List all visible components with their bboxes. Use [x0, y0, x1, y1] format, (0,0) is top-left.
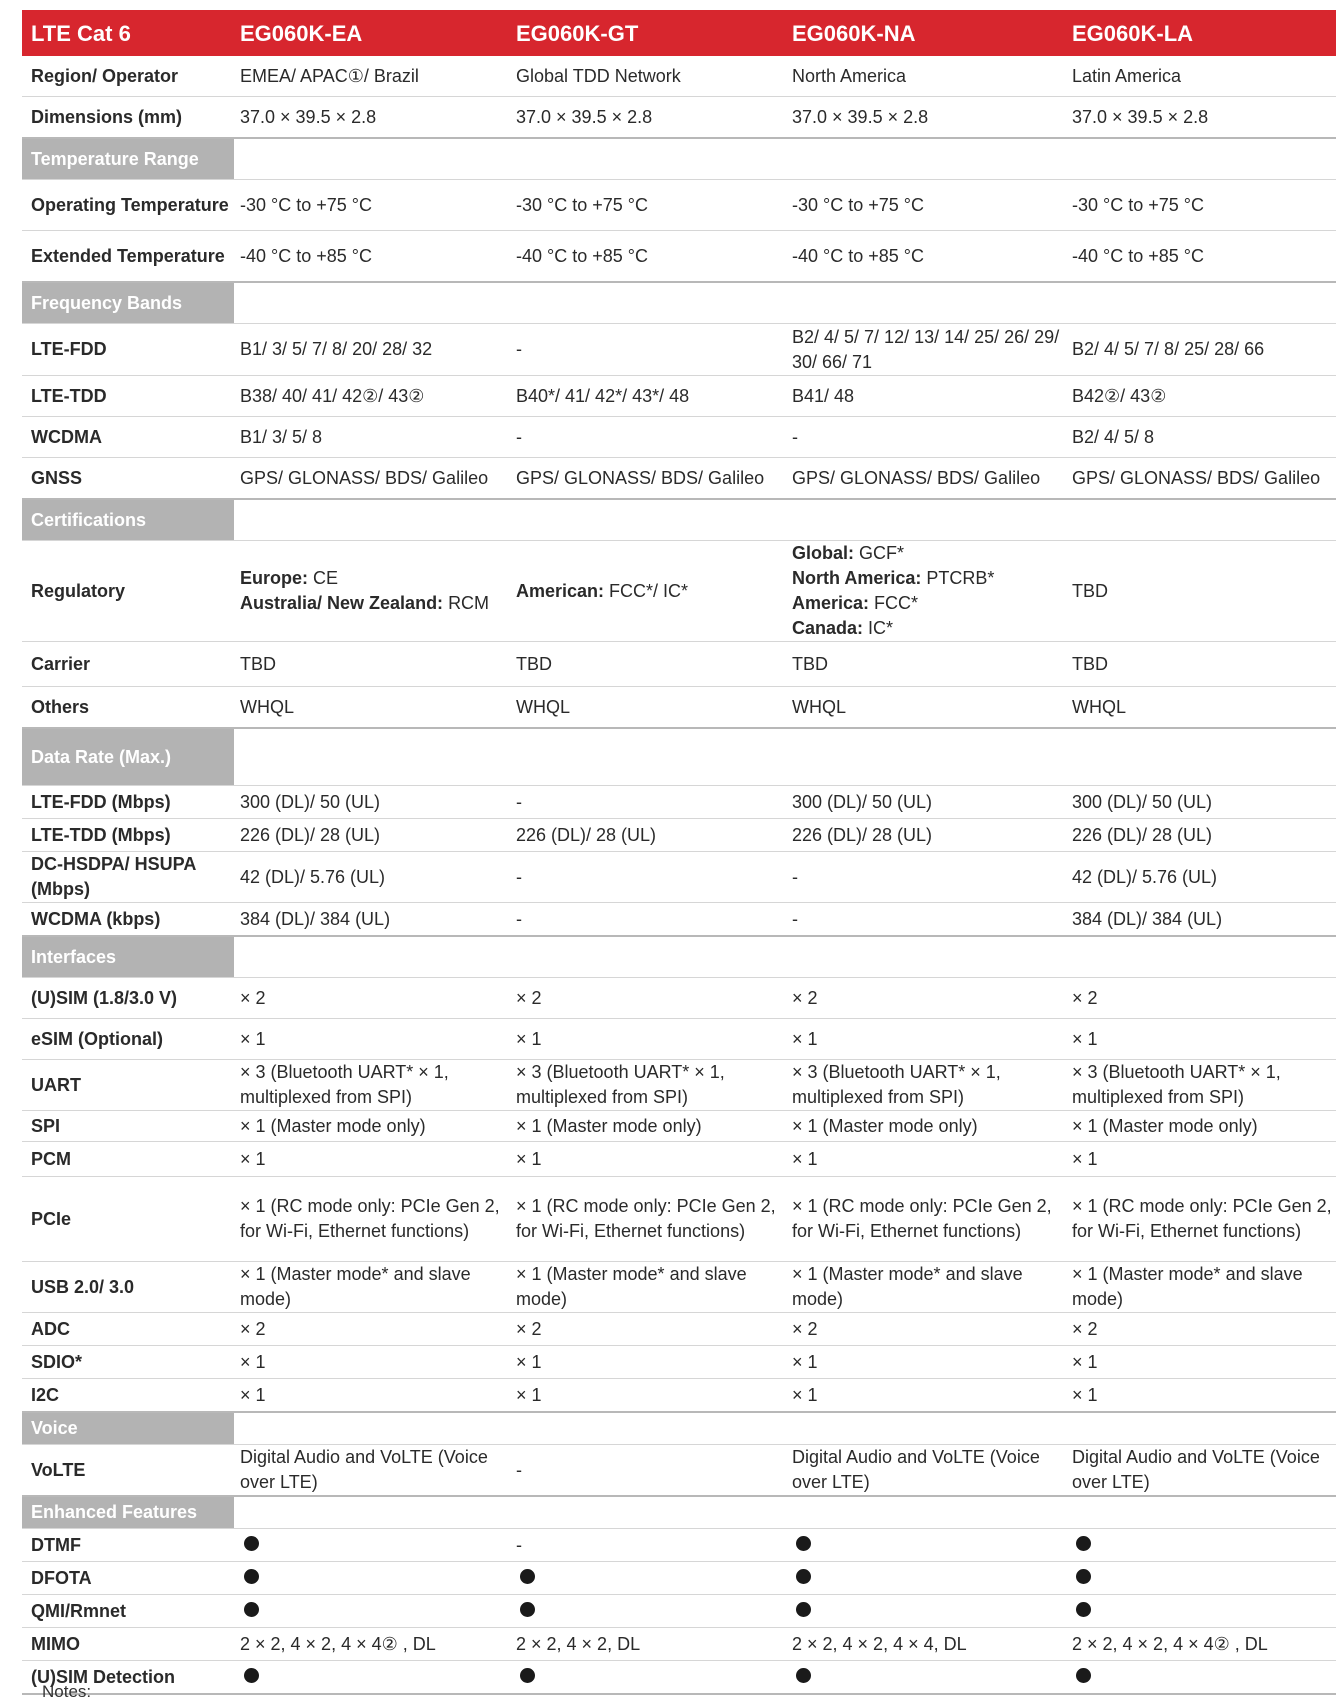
- table-row: [22, 786, 1336, 819]
- cell-line-value: RCM: [448, 593, 490, 613]
- table-cell: 300 (DL)/ 50 (UL): [792, 791, 933, 812]
- table-header: [22, 10, 1336, 56]
- cell-line: [792, 591, 1066, 616]
- table-cell: × 3 (Bluetooth UART* × 1, multiplexed from SPI): [792, 1062, 1001, 1107]
- supported-dot-icon: [796, 1668, 811, 1683]
- table-cell: GPS/ GLONASS/ BDS/ Galileo: [516, 467, 765, 488]
- cell-line: [240, 591, 510, 616]
- table-cell: [234, 1598, 510, 1624]
- table-cell: -: [792, 866, 798, 887]
- row-label: VoLTE: [31, 1459, 86, 1480]
- table-cell: GPS/ GLONASS/ BDS/ Galileo: [792, 467, 1041, 488]
- table-cell: -30 °C to +75 °C: [792, 194, 924, 215]
- cell-line-label: American:: [516, 580, 610, 601]
- section-header: [22, 283, 1336, 324]
- table-row: [22, 1111, 1336, 1142]
- row-label: PCM: [31, 1148, 71, 1169]
- supported-dot-icon: [1076, 1668, 1091, 1683]
- table-cell: × 1 (Master mode only): [1072, 1115, 1258, 1136]
- table-cell: WHQL: [516, 696, 570, 717]
- row-label: UART: [31, 1074, 81, 1095]
- table-cell: -: [516, 339, 522, 359]
- table-cell: [234, 566, 510, 616]
- cell-line-label: Europe:: [240, 568, 314, 588]
- row-label: Carrier: [31, 653, 91, 674]
- table-cell: × 1: [792, 1028, 818, 1049]
- row-label: Regulatory: [31, 580, 126, 601]
- row-label: WCDMA: [31, 426, 102, 447]
- row-label: QMI/Rmnet: [31, 1600, 127, 1621]
- row-label: SDIO*: [31, 1351, 83, 1372]
- cell-line: [516, 579, 786, 604]
- table-cell: WHQL: [792, 696, 846, 717]
- table-row: [22, 180, 1336, 231]
- table-row: [22, 56, 1336, 97]
- table-cell: Digital Audio and VoLTE (Voice over LTE): [240, 1447, 488, 1492]
- cell-line-value: IC*: [868, 618, 894, 638]
- table-cell: [234, 1532, 510, 1558]
- row-label: Extended Temperature: [31, 245, 225, 266]
- table-cell: [510, 1565, 786, 1591]
- table-cell: Digital Audio and VoLTE (Voice over LTE): [1072, 1447, 1320, 1492]
- cell-line-label: Canada:: [792, 618, 869, 638]
- row-label: LTE-TDD: [31, 385, 107, 406]
- table-cell: × 1: [1072, 1028, 1098, 1049]
- table-cell: 226 (DL)/ 28 (UL): [240, 824, 381, 845]
- cell-line-value: PTCRB*: [926, 568, 995, 588]
- table-cell: × 1: [792, 1384, 818, 1405]
- supported-dot-icon: [796, 1536, 811, 1551]
- cell-line-value: GCF*: [859, 543, 904, 563]
- supported-dot-icon: [244, 1536, 259, 1551]
- table-cell: TBD: [792, 653, 828, 674]
- table-cell: [786, 541, 1066, 641]
- table-cell: × 1: [516, 1028, 542, 1049]
- table-row: [22, 1562, 1336, 1595]
- table-cell: × 1: [240, 1148, 266, 1169]
- table-cell: TBD: [516, 653, 552, 674]
- supported-dot-icon: [1076, 1602, 1091, 1617]
- table-cell: [786, 1565, 1066, 1591]
- table-cell: B2/ 4/ 5/ 8: [1072, 426, 1155, 447]
- row-label: LTE-FDD (Mbps): [31, 791, 171, 812]
- header-cell: LTE Cat 6: [31, 20, 131, 46]
- table-cell: × 1 (Master mode* and slave mode): [240, 1264, 471, 1309]
- table-cell: -30 °C to +75 °C: [240, 194, 372, 215]
- table-row: [22, 1595, 1336, 1628]
- row-label: Operating Temperature: [31, 194, 229, 215]
- row-label: ADC: [31, 1318, 70, 1339]
- supported-dot-icon: [1076, 1569, 1091, 1584]
- table-cell: × 3 (Bluetooth UART* × 1, multiplexed from SPI): [516, 1062, 725, 1107]
- supported-dot-icon: [244, 1569, 259, 1584]
- table-cell: B38/ 40/ 41/ 42②/ 43②: [240, 385, 425, 406]
- section-header: [22, 937, 1336, 978]
- table-row: [22, 1019, 1336, 1060]
- table-cell: 42 (DL)/ 5.76 (UL): [240, 866, 386, 887]
- table-cell: [1066, 1598, 1336, 1624]
- table-cell: [1066, 1664, 1336, 1690]
- table-cell: × 1: [240, 1028, 266, 1049]
- cell-line: [240, 566, 510, 591]
- table-cell: × 1: [240, 1384, 266, 1405]
- table-cell: 226 (DL)/ 28 (UL): [516, 824, 657, 845]
- header-cell: EG060K-NA: [792, 20, 916, 46]
- table-cell: North America: [792, 65, 907, 86]
- row-label: GNSS: [31, 467, 83, 488]
- spec-table: [22, 10, 1336, 1695]
- table-cell: -: [516, 791, 522, 812]
- table-cell: 37.0 × 39.5 × 2.8: [516, 106, 653, 127]
- table-row: [22, 231, 1336, 283]
- table-cell: B41/ 48: [792, 385, 855, 406]
- row-label: SPI: [31, 1115, 61, 1136]
- table-cell: -: [516, 908, 522, 929]
- table-cell: × 1 (RC mode only: PCIe Gen 2, for Wi-Fi, Ethernet functions): [792, 1196, 1052, 1241]
- row-label: PCIe: [31, 1208, 72, 1229]
- table-cell: × 1 (Master mode* and slave mode): [516, 1264, 747, 1309]
- cell-line-value: FCC*/ IC*: [609, 580, 689, 601]
- table-cell: B40*/ 41/ 42*/ 43*/ 48: [516, 385, 690, 406]
- table-cell: 2 × 2, 4 × 2, 4 × 4, DL: [792, 1633, 967, 1654]
- cell-line: [792, 566, 1066, 591]
- table-row: [22, 97, 1336, 139]
- table-cell: × 1: [240, 1351, 266, 1372]
- row-label: (U)SIM (1.8/3.0 V): [31, 987, 178, 1008]
- table-cell: -40 °C to +85 °C: [240, 245, 372, 266]
- section-header: [22, 729, 1336, 786]
- table-cell: × 1: [792, 1351, 818, 1372]
- table-cell: TBD: [1072, 653, 1108, 674]
- table-row: [22, 1142, 1336, 1177]
- table-row: [22, 1445, 1336, 1497]
- table-row: [22, 978, 1336, 1019]
- table-cell: Digital Audio and VoLTE (Voice over LTE): [792, 1447, 1040, 1492]
- table-cell: 226 (DL)/ 28 (UL): [792, 824, 933, 845]
- table-body: [22, 56, 1336, 1695]
- row-label: WCDMA (kbps): [31, 908, 161, 929]
- row-label: LTE-TDD (Mbps): [31, 824, 171, 845]
- table-cell: -30 °C to +75 °C: [516, 194, 648, 215]
- table-cell: [1066, 1532, 1336, 1558]
- supported-dot-icon: [796, 1569, 811, 1584]
- row-label: Region/ Operator: [31, 65, 179, 86]
- table-row: [22, 324, 1336, 376]
- table-cell: 384 (DL)/ 384 (UL): [240, 908, 391, 929]
- section-label: Voice: [22, 1413, 234, 1444]
- table-cell: 384 (DL)/ 384 (UL): [1072, 908, 1223, 929]
- cell-line-value: FCC*: [874, 593, 919, 613]
- table-cell: 300 (DL)/ 50 (UL): [240, 791, 381, 812]
- table-cell: [510, 1598, 786, 1624]
- header-cell: EG060K-GT: [516, 20, 639, 46]
- table-cell: -: [516, 866, 522, 887]
- supported-dot-icon: [244, 1602, 259, 1617]
- row-label: DC-HSDPA/ HSUPA (Mbps): [31, 854, 196, 899]
- table-cell: × 2: [240, 987, 266, 1008]
- table-cell: × 2: [240, 1318, 266, 1339]
- table-cell: 2 × 2, 4 × 2, 4 × 4② , DL: [240, 1633, 436, 1654]
- table-cell: 37.0 × 39.5 × 2.8: [1072, 106, 1209, 127]
- supported-dot-icon: [520, 1602, 535, 1617]
- table-cell: -30 °C to +75 °C: [1072, 194, 1204, 215]
- section-label: Interfaces: [22, 937, 234, 977]
- table-cell: × 2: [516, 987, 542, 1008]
- table-cell: [510, 1664, 786, 1690]
- table-cell: TBD: [1072, 580, 1108, 601]
- table-cell: -40 °C to +85 °C: [516, 245, 648, 266]
- row-label: (U)SIM Detection: [31, 1666, 175, 1687]
- row-label: DFOTA: [31, 1567, 92, 1588]
- table-cell: [786, 1598, 1066, 1624]
- section-header: [22, 139, 1336, 180]
- table-row: [22, 1379, 1336, 1413]
- table-row: [22, 819, 1336, 852]
- table-row: [22, 1262, 1336, 1313]
- table-cell: Latin America: [1072, 65, 1182, 86]
- table-cell: 2 × 2, 4 × 2, DL: [516, 1633, 641, 1654]
- table-cell: TBD: [240, 653, 276, 674]
- table-cell: Global TDD Network: [516, 65, 681, 86]
- table-row: [22, 903, 1336, 937]
- table-cell: 300 (DL)/ 50 (UL): [1072, 791, 1213, 812]
- table-cell: [510, 579, 786, 604]
- table-row: [22, 687, 1336, 729]
- table-cell: × 1 (Master mode only): [792, 1115, 978, 1136]
- table-cell: × 1: [1072, 1148, 1098, 1169]
- section-label: Frequency Bands: [22, 283, 234, 323]
- table-cell: × 2: [792, 987, 818, 1008]
- cell-line-label: Global:: [792, 543, 859, 563]
- table-cell: × 1: [516, 1148, 542, 1169]
- table-cell: -40 °C to +85 °C: [792, 245, 924, 266]
- cell-line: [792, 616, 1066, 641]
- supported-dot-icon: [520, 1668, 535, 1683]
- table-cell: × 1: [1072, 1351, 1098, 1372]
- table-cell: [786, 1532, 1066, 1558]
- table-cell: -: [792, 908, 798, 929]
- table-cell: × 1 (RC mode only: PCIe Gen 2, for Wi-Fi, Ethernet functions): [516, 1196, 776, 1241]
- table-row: [22, 1313, 1336, 1346]
- section-header: [22, 1497, 1336, 1529]
- table-cell: × 2: [792, 1318, 818, 1339]
- table-cell: × 1 (Master mode* and slave mode): [792, 1264, 1023, 1309]
- table-cell: × 1 (RC mode only: PCIe Gen 2, for Wi-Fi, Ethernet functions): [240, 1196, 500, 1241]
- table-cell: WHQL: [1072, 696, 1126, 717]
- table-row: [22, 417, 1336, 458]
- table-cell: GPS/ GLONASS/ BDS/ Galileo: [240, 467, 489, 488]
- table-cell: × 3 (Bluetooth UART* × 1, multiplexed from SPI): [1072, 1062, 1281, 1107]
- section-label: Enhanced Features: [22, 1497, 234, 1528]
- supported-dot-icon: [1076, 1536, 1091, 1551]
- table-cell: × 1: [516, 1384, 542, 1405]
- table-cell: [1066, 1565, 1336, 1591]
- table-cell: × 1 (RC mode only: PCIe Gen 2, for Wi-Fi, Ethernet functions): [1072, 1196, 1332, 1241]
- row-label: I2C: [31, 1384, 60, 1405]
- table-row: [22, 1346, 1336, 1379]
- table-row: [22, 541, 1336, 642]
- cell-line-label: Australia/ New Zealand:: [240, 593, 449, 613]
- table-cell: B1/ 3/ 5/ 8: [240, 426, 323, 447]
- table-cell: 42 (DL)/ 5.76 (UL): [1072, 866, 1218, 887]
- table-cell: × 1 (Master mode only): [240, 1115, 426, 1136]
- table-cell: -40 °C to +85 °C: [1072, 245, 1204, 266]
- table-cell: B2/ 4/ 5/ 7/ 8/ 25/ 28/ 66: [1072, 339, 1265, 359]
- row-label: USB 2.0/ 3.0: [31, 1276, 135, 1297]
- table-cell: [234, 1664, 510, 1690]
- row-label: Others: [31, 696, 90, 717]
- row-label: Dimensions (mm): [31, 106, 183, 127]
- table-cell: B1/ 3/ 5/ 7/ 8/ 20/ 28/ 32: [240, 339, 433, 359]
- section-label: Temperature Range: [22, 139, 234, 179]
- row-label: LTE-FDD: [31, 339, 107, 359]
- table-row: [22, 458, 1336, 500]
- table-row: [22, 1177, 1336, 1262]
- row-label: eSIM (Optional): [31, 1028, 163, 1049]
- header-cell: EG060K-LA: [1072, 20, 1194, 46]
- table-row: [22, 1628, 1336, 1661]
- table-row: [22, 376, 1336, 417]
- table-cell: WHQL: [240, 696, 294, 717]
- table-row: [22, 642, 1336, 687]
- table-cell: × 3 (Bluetooth UART* × 1, multiplexed from SPI): [240, 1062, 449, 1107]
- table-cell: × 2: [1072, 1318, 1098, 1339]
- row-label: DTMF: [31, 1534, 81, 1555]
- table-cell: × 1: [792, 1148, 818, 1169]
- table-cell: B2/ 4/ 5/ 7/ 12/ 13/ 14/ 25/ 26/ 29/ 30/ 66/ 71: [792, 326, 1060, 372]
- table-cell: 226 (DL)/ 28 (UL): [1072, 824, 1213, 845]
- table-cell: -: [792, 426, 798, 447]
- table-cell: × 1: [1072, 1384, 1098, 1405]
- table-cell: [786, 1664, 1066, 1690]
- section-label: Certifications: [22, 500, 234, 540]
- cell-line-label: America:: [792, 593, 875, 613]
- table-cell: [234, 1565, 510, 1591]
- notes-label: Notes:: [42, 1682, 92, 1701]
- table-row: [22, 1661, 1336, 1695]
- supported-dot-icon: [796, 1602, 811, 1617]
- section-header: [22, 500, 1336, 541]
- cell-line-label: North America:: [792, 568, 927, 588]
- supported-dot-icon: [244, 1668, 259, 1683]
- row-label: MIMO: [31, 1633, 80, 1654]
- cell-line: [792, 541, 1066, 566]
- supported-dot-icon: [520, 1569, 535, 1584]
- table-row: [22, 852, 1336, 903]
- table-cell: × 2: [1072, 987, 1098, 1008]
- table-row: [22, 1060, 1336, 1111]
- table-cell: × 1: [516, 1351, 542, 1372]
- table-cell: × 1 (Master mode only): [516, 1115, 702, 1136]
- table-cell: 2 × 2, 4 × 2, 4 × 4② , DL: [1072, 1633, 1268, 1654]
- table-cell: -: [516, 1534, 522, 1555]
- table-cell: 37.0 × 39.5 × 2.8: [792, 106, 929, 127]
- header-cell: EG060K-EA: [240, 20, 363, 46]
- table-cell: GPS/ GLONASS/ BDS/ Galileo: [1072, 467, 1321, 488]
- table-cell: B42②/ 43②: [1072, 385, 1167, 406]
- table-cell: -: [516, 426, 522, 447]
- table-cell: 37.0 × 39.5 × 2.8: [240, 106, 377, 127]
- table-cell: × 2: [516, 1318, 542, 1339]
- cell-line-value: CE: [313, 568, 339, 588]
- table-cell: EMEA/ APAC①/ Brazil: [240, 65, 419, 86]
- section-label: Data Rate (Max.): [22, 729, 234, 785]
- table-cell: × 1 (Master mode* and slave mode): [1072, 1264, 1303, 1309]
- section-header: [22, 1413, 1336, 1445]
- table-cell: -: [516, 1459, 522, 1480]
- table-row: [22, 1529, 1336, 1562]
